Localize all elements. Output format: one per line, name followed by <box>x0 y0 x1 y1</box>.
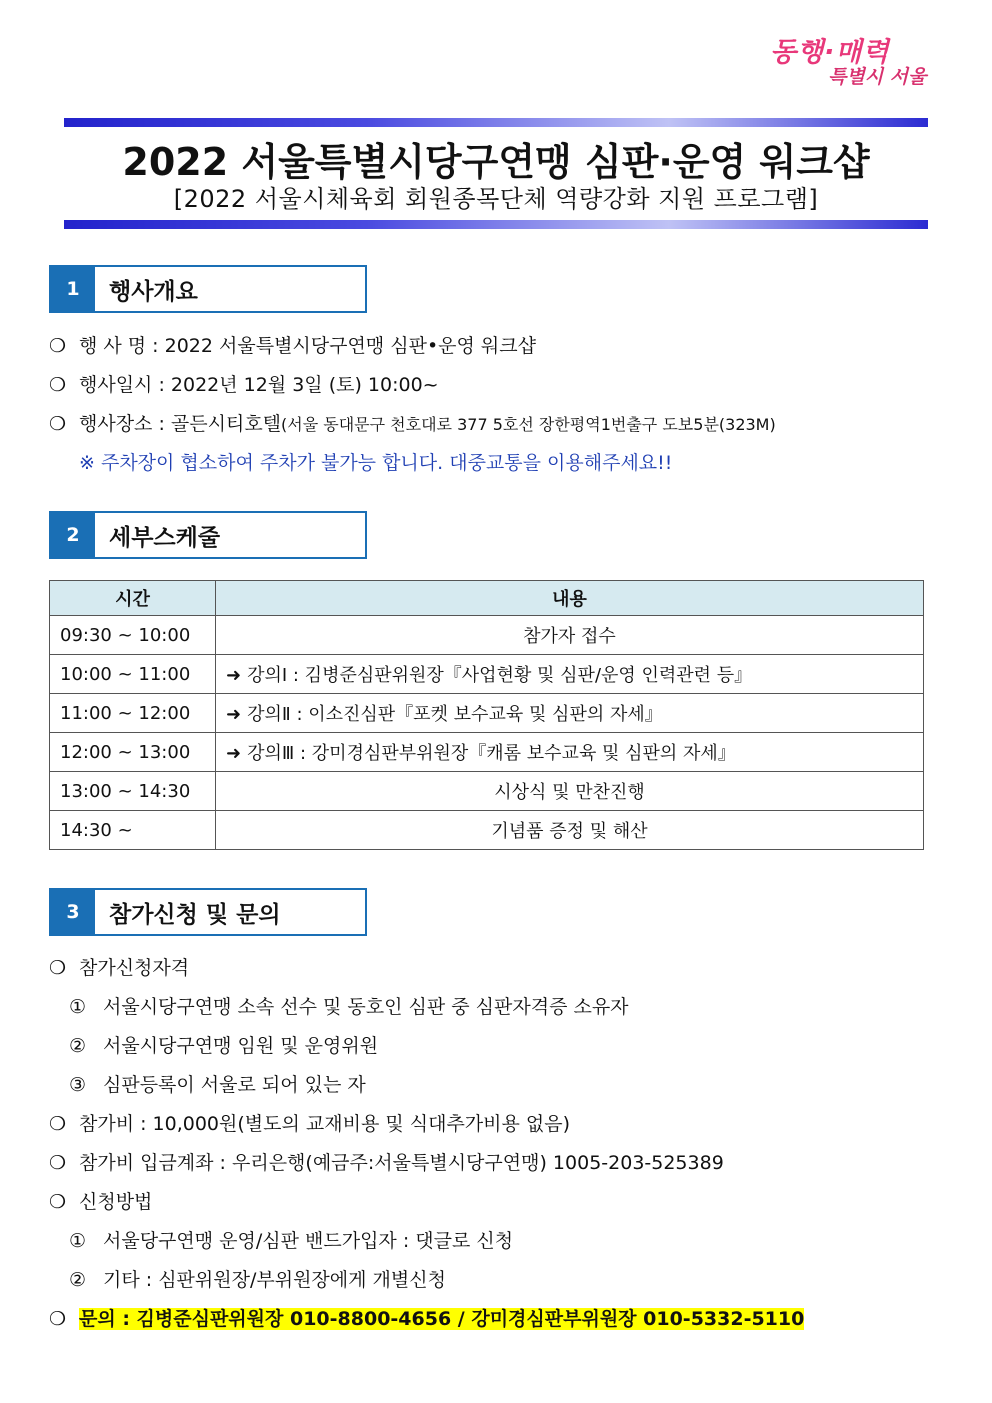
method-title: 신청방법 <box>79 1191 153 1213</box>
arrow-icon: ➜ <box>226 743 242 764</box>
eligibility-text: 서울시당구연맹 임원 및 운영위원 <box>103 1035 379 1057</box>
table-row <box>50 733 924 772</box>
event-name-line <box>49 334 536 358</box>
row-content-cell <box>216 733 924 772</box>
header-time: 시간 <box>50 581 216 616</box>
event-venue-value: 골든시티호텔 <box>170 413 282 435</box>
eligibility-title: 참가신청자격 <box>79 957 190 979</box>
method-mark: ① <box>69 1230 87 1252</box>
table-row <box>50 811 924 850</box>
method-text: 서울당구연맹 운영/심판 밴드가입자 : 댓글로 신청 <box>103 1230 514 1252</box>
row-time: 14:30 ~ <box>50 811 216 850</box>
section-2-header <box>49 511 367 559</box>
bullet-icon: ❍ <box>49 1308 67 1330</box>
eligibility-item <box>69 1073 366 1097</box>
bullet-icon: ❍ <box>49 1191 67 1213</box>
row-time: 10:00 ~ 11:00 <box>50 655 216 694</box>
parking-note: ※ 주차장이 협소하여 주차가 불가능 합니다. 대중교통을 이용해주세요!! <box>79 452 673 474</box>
eligibility-item <box>69 995 629 1019</box>
bullet-icon: ❍ <box>49 957 67 979</box>
method-item <box>69 1229 513 1253</box>
fee-line <box>49 1112 570 1136</box>
row-content: 강의Ⅱ : 이소진심판『포켓 보수교육 및 심판의 자세』 <box>247 704 663 725</box>
event-venue-line <box>49 412 776 437</box>
logo-line1: 동행·매력 <box>770 37 890 68</box>
table-row <box>50 616 924 655</box>
seoul-logo <box>770 30 940 94</box>
section-3-number: 3 <box>51 890 95 934</box>
account-text: 참가비 입금계좌 : 우리은행(예금주:서울특별시당구연맹) 1005-203-525389 <box>79 1152 724 1174</box>
event-name-label: 행 사 명 : <box>79 335 165 357</box>
title-bar-bottom <box>64 220 928 229</box>
row-content: 강의Ⅲ : 강미경심판부위원장『캐롬 보수교육 및 심판의 자세』 <box>247 743 736 764</box>
method-mark: ② <box>69 1269 87 1291</box>
page-subtitle: [2022 서울시체육회 회원종목단체 역량강화 지원 프로그램] <box>173 185 819 213</box>
row-time: 13:00 ~ 14:30 <box>50 772 216 811</box>
page-title: 2022 서울특별시당구연맹 심판·운영 워크샵 <box>122 140 870 184</box>
event-date-label: 행사일시 : <box>79 374 171 396</box>
fee-text: 참가비 : 10,000원(별도의 교재비용 및 식대추가비용 없음) <box>79 1113 571 1135</box>
row-content: 기념품 증정 및 해산 <box>216 811 924 850</box>
row-content-cell <box>216 655 924 694</box>
method-text: 기타 : 심판위원장/부위원장에게 개별신청 <box>103 1269 446 1291</box>
eligibility-text: 서울시당구연맹 소속 선수 및 동호인 심판 중 심판자격증 소유자 <box>103 996 629 1018</box>
section-1-title: 행사개요 <box>109 278 198 305</box>
event-date-value: 2022년 12월 3일 (토) 10:00~ <box>170 374 439 396</box>
contact-line <box>49 1307 804 1331</box>
event-venue-detail: (서울 동대문구 천호대로 377 5호선 장한평역1번출구 도보5분(323M) <box>281 415 776 434</box>
method-title-line <box>49 1190 152 1214</box>
eligibility-mark: ③ <box>69 1074 87 1096</box>
arrow-icon: ➜ <box>226 665 242 686</box>
account-line <box>49 1151 724 1175</box>
row-content: 강의Ⅰ : 김병준심판위원장『사업현황 및 심판/운영 인력관련 등』 <box>247 665 753 686</box>
row-time: 12:00 ~ 13:00 <box>50 733 216 772</box>
bullet-icon: ❍ <box>49 335 67 357</box>
schedule-table <box>49 580 924 850</box>
table-row <box>50 655 924 694</box>
section-3-title: 참가신청 및 문의 <box>109 901 281 928</box>
row-content-cell <box>216 694 924 733</box>
row-time: 11:00 ~ 12:00 <box>50 694 216 733</box>
title-bar-top <box>64 118 928 127</box>
method-item <box>69 1268 446 1292</box>
section-2-title: 세부스케줄 <box>109 524 221 551</box>
logo-line2: 특별시 서울 <box>828 66 927 88</box>
eligibility-mark: ① <box>69 996 87 1018</box>
eligibility-title-line <box>49 956 189 980</box>
bullet-icon: ❍ <box>49 374 67 396</box>
arrow-icon: ➜ <box>226 704 242 725</box>
bullet-icon: ❍ <box>49 1113 67 1135</box>
section-2-number: 2 <box>51 513 95 557</box>
row-content: 참가자 접수 <box>216 616 924 655</box>
bullet-icon: ❍ <box>49 1152 67 1174</box>
event-date-line <box>49 373 439 397</box>
row-content: 시상식 및 만찬진행 <box>216 772 924 811</box>
contact-text: 문의 : 김병준심판위원장 010-8800-4656 / 강미경심판부위원장 010-5332-5110 <box>79 1308 805 1330</box>
bullet-icon: ❍ <box>49 413 67 435</box>
table-header-row <box>50 581 924 616</box>
table-row <box>50 772 924 811</box>
event-name-value: 2022 서울특별시당구연맹 심판•운영 워크샵 <box>164 335 536 357</box>
section-1-header <box>49 265 367 313</box>
header-content: 내용 <box>216 581 924 616</box>
event-venue-label: 행사장소 : <box>79 413 171 435</box>
section-1-number: 1 <box>51 267 95 311</box>
eligibility-text: 심판등록이 서울로 되어 있는 자 <box>103 1074 366 1096</box>
row-time: 09:30 ~ 10:00 <box>50 616 216 655</box>
eligibility-item <box>69 1034 378 1058</box>
section-3-header <box>49 888 367 936</box>
table-row <box>50 694 924 733</box>
eligibility-mark: ② <box>69 1035 87 1057</box>
